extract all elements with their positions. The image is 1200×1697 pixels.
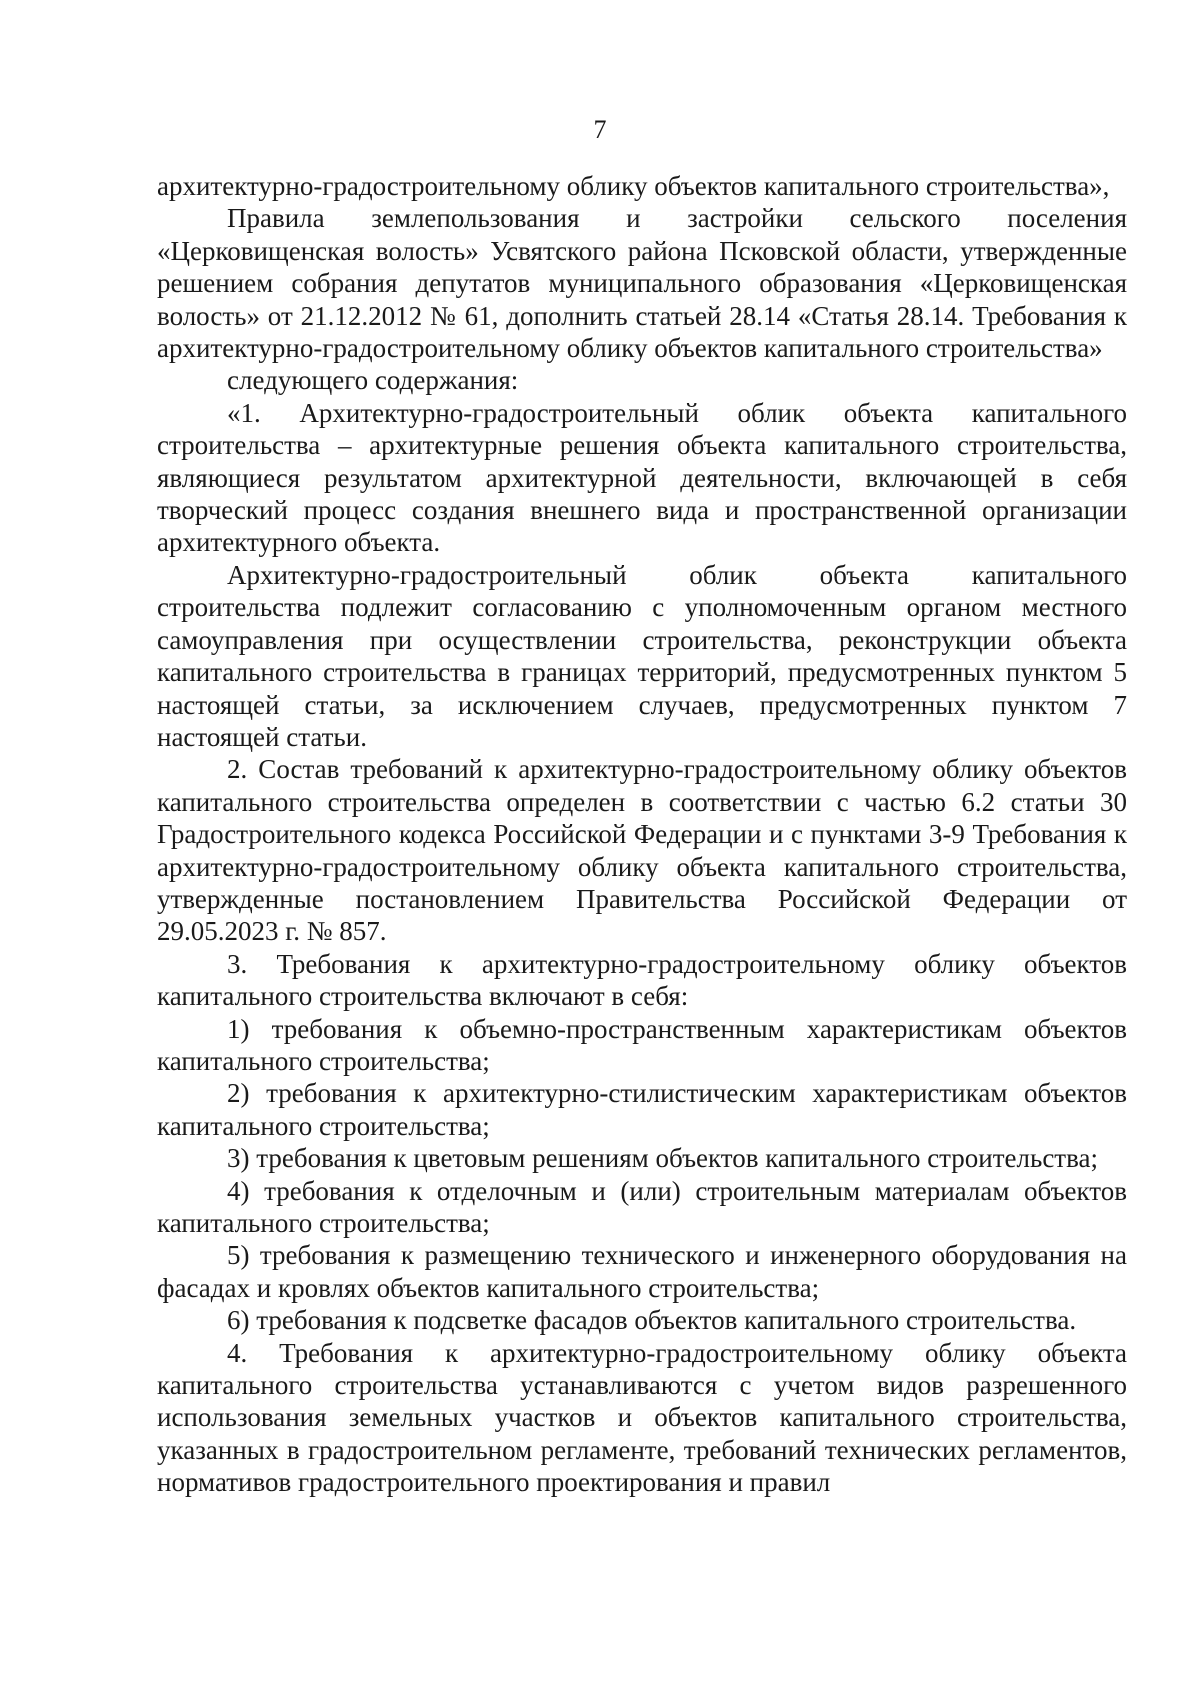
paragraph: следующего содержания: bbox=[227, 365, 519, 396]
document-body bbox=[157, 170, 1127, 1499]
list-item: 1) требования к объемно-пространственным характеристикам объектов капитального строительства; bbox=[157, 1013, 1127, 1076]
paragraph: 2. Состав требований к архитектурно-градостроительному облику объектов капитального строительства определен в соответствии с частью 6.2 статьи 30 Градостроительного кодекса Российской Федерации и с пунктами 3-9 Требования к архитектурно-градостроительному облику объекта капитального строительства, утвержденные постановлением Правительства Российской Федерации от 29.05.2023 г. № 857. bbox=[157, 754, 1127, 947]
page-number: 7 bbox=[593, 115, 607, 144]
list-item: 2) требования к архитектурно-стилистическим характеристикам объектов капитального строительства; bbox=[157, 1078, 1127, 1141]
paragraph: 4. Требования к архитектурно-градостроительному облику объекта капитального строительства устанавливаются с учетом видов разрешенного использования земельных участков и объектов капитального строительства, указанных в градостроительном регламенте, требований технических регламентов, нормативов градостроительного проектирования и правил bbox=[157, 1337, 1127, 1498]
paragraph: «1. Архитектурно-градостроительный облик объекта капитального строительства – архитектурные решения объекта капитального строительства, являющиеся результатом архитектурной деятельности, включающей в себя творческий процесс создания внешнего вида и пространственной организации архитектурного объекта. bbox=[157, 397, 1127, 558]
paragraph: Правила землепользования и застройки сельского поселения «Церковищенская волость» Усвятского района Псковской области, утвержденные решением собрания депутатов муниципального образования «Церковищенская волость» от 21.12.2012 № 61, дополнить статьей 28.14 «Статья 28.14. Требования к архитектурно-градостроительному облику объектов капитального строительства» bbox=[157, 203, 1127, 364]
list-item: 5) требования к размещению технического и инженерного оборудования на фасадах и кровлях объектов капитального строительства; bbox=[157, 1240, 1127, 1303]
list-item: 4) требования к отделочным и (или) строительным материалам объектов капитального строительства; bbox=[157, 1175, 1127, 1238]
list-item: 6) требования к подсветке фасадов объектов капитального строительства. bbox=[227, 1305, 1077, 1336]
paragraph: Архитектурно-градостроительный облик объекта капитального строительства подлежит согласованию с уполномоченным органом местного самоуправления при осуществлении строительства, реконструкции объекта капитального строительства в границах территорий, предусмотренных пунктом 5 настоящей статьи, за исключением случаев, предусмотренных пунктом 7 настоящей статьи. bbox=[157, 559, 1127, 752]
list-item: 3) требования к цветовым решениям объектов капитального строительства; bbox=[227, 1143, 1098, 1174]
paragraph: архитектурно-градостроительному облику объектов капитального строительства», bbox=[157, 171, 1110, 201]
paragraph: 3. Требования к архитектурно-градостроительному облику объектов капитального строительства включают в себя: bbox=[157, 948, 1127, 1012]
